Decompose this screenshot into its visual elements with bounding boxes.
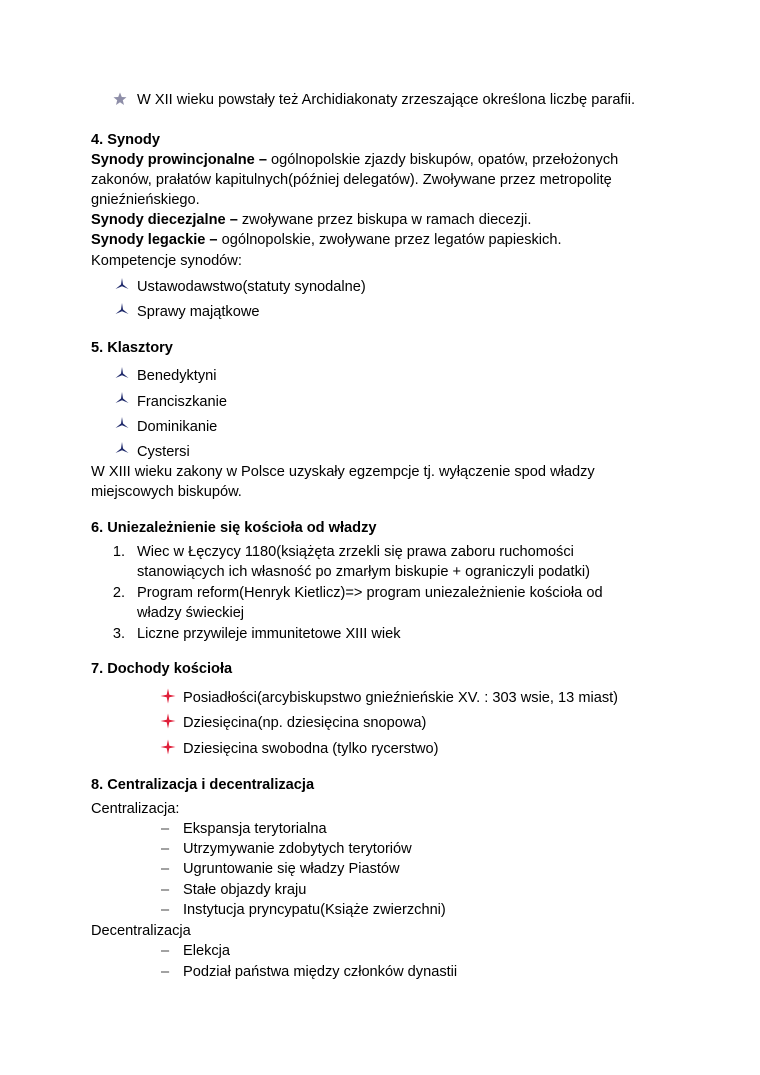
competences-label: Kompetencje synodów:	[91, 253, 242, 269]
prov-synod-def1: ogólnopolskie zjazdy biskupów, opatów, przełożonych	[266, 152, 619, 168]
centralization-item: Ekspansja terytorialna	[183, 821, 327, 837]
dash-bullet: –	[161, 964, 170, 980]
section-5-title: 5. Klasztory	[91, 340, 173, 356]
arrow-bullet-icon	[115, 391, 129, 405]
order-item: Cystersi	[137, 444, 190, 460]
arrow-bullet-icon	[115, 277, 129, 291]
dioc-synod-line	[91, 210, 531, 230]
prov-synod-line1	[91, 150, 618, 170]
leg-synod-term: Synody legackie –	[91, 232, 218, 248]
dash-bullet: –	[161, 821, 170, 837]
competence-item: Ustawodawstwo(statuty synodalne)	[137, 279, 366, 295]
section-7-title: 7. Dochody kościoła	[91, 661, 233, 677]
centralization-item: Ugruntowanie się władzy Piastów	[183, 861, 400, 877]
red-star-bullet-icon	[160, 713, 176, 729]
leg-synod-line	[91, 230, 562, 250]
centralization-label: Centralizacja:	[91, 801, 180, 817]
exemption-line1: W XIII wieku zakony w Polsce uzyskały egzempcje tj. wyłączenie spod władzy	[91, 464, 595, 480]
dash-bullet: –	[161, 841, 170, 857]
arrow-bullet-icon	[115, 366, 129, 380]
arrow-bullet-icon	[115, 416, 129, 430]
numbered-item-line1: Program reform(Henryk Kietlicz)=> program uniezależnienie kościoła od	[137, 585, 603, 601]
centralization-item: Stałe objazdy kraju	[183, 882, 307, 898]
red-star-bullet-icon	[160, 688, 176, 704]
dash-bullet: –	[161, 861, 170, 877]
archdeacon-text: W XII wieku powstały też Archidiakonaty zrzeszające określona liczbę parafii.	[137, 92, 636, 108]
dioc-synod-def: zwoływane przez biskupa w ramach diecezji.	[237, 212, 532, 228]
income-item: Dziesięcina swobodna (tylko rycerstwo)	[183, 741, 439, 757]
exemption-line2: miejscowych biskupów.	[91, 484, 242, 500]
dash-bullet: –	[161, 902, 170, 918]
arrow-bullet-icon	[115, 302, 129, 316]
decentralization-item: Podział państwa między członków dynastii	[183, 964, 458, 980]
prov-synod-line2: zakonów, prałatów kapitulnych(później delegatów). Zwoływane przez metropolitę	[91, 172, 612, 188]
list-number: 3.	[112, 626, 125, 642]
numbered-item-line1: Wiec w Łęczycy 1180(książęta zrzekli się prawa zaboru ruchomości	[137, 544, 574, 560]
centralization-item: Instytucja pryncypatu(Książe zwierzchni)	[183, 902, 446, 918]
numbered-item-line1: Liczne przywileje immunitetowe XIII wiek	[137, 626, 401, 642]
star-bullet-icon	[113, 92, 127, 106]
leg-synod-def: ogólnopolskie, zwoływane przez legatów papieskich.	[217, 232, 562, 248]
dioc-synod-term: Synody diecezjalne –	[91, 212, 238, 228]
decentralization-label: Decentralizacja	[91, 923, 191, 939]
section-4-title: 4. Synody	[91, 132, 160, 148]
dash-bullet: –	[161, 943, 170, 959]
order-item: Franciszkanie	[137, 394, 228, 410]
order-item: Benedyktyni	[137, 368, 217, 384]
prov-synod-term: Synody prowincjonalne –	[91, 152, 267, 168]
list-number: 1.	[112, 544, 125, 560]
arrow-bullet-icon	[115, 441, 129, 455]
list-number: 2.	[112, 585, 125, 601]
red-star-bullet-icon	[160, 739, 176, 755]
income-item: Posiadłości(arcybiskupstwo gnieźnieńskie XV. : 303 wsie, 13 miast)	[183, 690, 619, 706]
decentralization-item: Elekcja	[183, 943, 231, 959]
dash-bullet: –	[161, 882, 170, 898]
numbered-item-line2: władzy świeckiej	[137, 605, 245, 621]
centralization-item: Utrzymywanie zdobytych terytoriów	[183, 841, 412, 857]
order-item: Dominikanie	[137, 419, 218, 435]
section-6-title: 6. Uniezależnienie się kościoła od władzy	[91, 520, 377, 536]
section-8-title: 8. Centralizacja i decentralizacja	[91, 777, 315, 793]
competence-item: Sprawy majątkowe	[137, 304, 260, 320]
numbered-item-line2: stanowiących ich własność po zmarłym biskupie + ograniczyli podatki)	[137, 564, 591, 580]
prov-synod-line3: gnieźnieńskiego.	[91, 192, 200, 208]
income-item: Dziesięcina(np. dziesięcina snopowa)	[183, 715, 427, 731]
